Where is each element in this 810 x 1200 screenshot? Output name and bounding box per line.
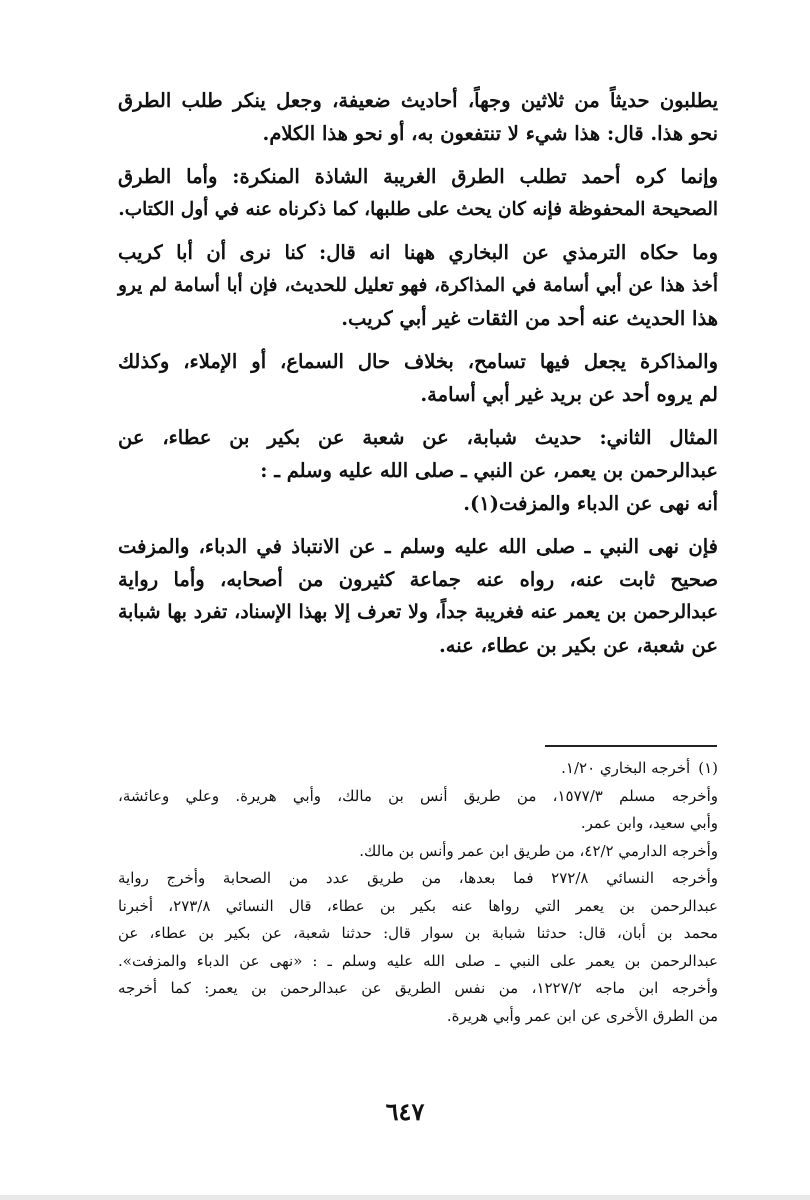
text-line: والمذاكرة يجعل فيها تسامح، بخلاف حال السماع، أو الإملاء، وكذلك [118, 350, 718, 373]
text-line: لم يروه أحد عن بريد غير أبي أسامة. [420, 383, 718, 406]
main-text [118, 84, 718, 672]
footnote-line: محمد بن أبان، قال: حدثنا شبابة بن سوار قال: حدثنا شعبة، عن بكير بن عطاء، عن [118, 924, 718, 942]
text-line: وما حكاه الترمذي عن البخاري ههنا انه قال: كنا نرى أن أبا كريب [118, 241, 718, 264]
footnote-line: وأخرجه الدارمي ٤٢/٢، من طريق ابن عمر وأنس بن مالك. [359, 841, 718, 860]
text-line: أخذ هذا عن أبي أسامة في المذاكرة، فهو تعليل للحديث، فإن أبا أسامة لم يرو [118, 275, 718, 296]
text-line: وإنما كره أحمد تطلب الطرق الغريبة الشاذة المنكرة: وأما الطرق [118, 165, 718, 188]
text-line: أنه نهى عن الدباء والمزفت(١). [463, 492, 718, 515]
text-line: عبدالرحمن بن يعمر عنه فغريبة جداً، ولا تعرف إلا بهذا الإسناد، تفرد بها شبابة [118, 601, 718, 623]
text-line: عبدالرحمن بن يعمر، عن النبي ـ صلى الله عليه وسلم ـ : [260, 459, 718, 482]
paragraph-3 [118, 236, 718, 335]
text-line: هذا الحديث عنه أحد من الثقات غير أبي كريب. [341, 307, 718, 330]
footnote-line [118, 755, 718, 783]
footnote-line: عبدالرحمن بن يعمر التي رواها عنه بكير بن عطاء، قال النسائي ٢٧٣/٨، أخبرنا [118, 896, 718, 915]
footnotes [118, 755, 718, 1030]
text-line: صحيح ثابت عنه، رواه عنه جماعة كثيرون من أصحابه، وأما رواية [118, 568, 718, 591]
footnote-line: عبدالرحمن بن يعمر على النبي ـ صلى الله عليه وسلم ـ : «نهى عن الدباء والمزفت». [118, 951, 718, 970]
text-line: نحو هذا. قال: هذا شيء لا تنتفعون به، أو نحو هذا الكلام. [262, 122, 718, 145]
text-line: الصحيحة المحفوظة فإنه كان يحث على طلبها، كما ذكرناه عنه في أول الكتاب. [118, 199, 718, 220]
footnote-line: وأخرجه مسلم ١٥٧٧/٣، من طريق أنس بن مالك، وأبي هريرة. وعلي وعائشة، [118, 786, 718, 805]
text-line: يطلبون حديثاً من ثلاثين وجهاً، أحاديث ضعيفة، وجعل ينكر طلب الطرق [118, 89, 718, 112]
footnote-line: وأخرجه ابن ماجه ١٢٢٧/٢، من نفس الطريق عن عبدالرحمن بن يعمر: كما أخرجه [118, 979, 718, 997]
page-number: ٦٤٧ [385, 1097, 425, 1126]
paragraph-2 [118, 160, 718, 226]
footnote-divider [545, 745, 717, 747]
footnote-marker: (١) [698, 759, 718, 777]
text-line: عن شعبة، عن بكير بن عطاء، عنه. [439, 634, 718, 657]
footnote-line: وأخرجه النسائي ٢٧٢/٨ فما بعدها، من طريق عدد من الصحابة وأخرج رواية [118, 869, 718, 887]
paragraph-4 [118, 345, 718, 411]
paragraph-5 [118, 421, 718, 520]
text-line: المثال الثاني: حديث شبابة، عن شعبة عن بكير بن عطاء، عن [118, 426, 718, 449]
page-edge [0, 1195, 810, 1200]
footnote-line: وأبي سعيد، وابن عمر. [580, 814, 718, 832]
paragraph-6 [118, 530, 718, 662]
footnote-text: أخرجه البخاري ١/٢٠. [561, 759, 691, 777]
paragraph-1 [118, 84, 718, 150]
text-line: فإن نهى النبي ـ صلى الله عليه وسلم ـ عن الانتباذ في الدباء، والمزفت [118, 535, 718, 558]
footnote-line: من الطرق الأخرى عن ابن عمر وأبي هريرة. [446, 1006, 718, 1025]
